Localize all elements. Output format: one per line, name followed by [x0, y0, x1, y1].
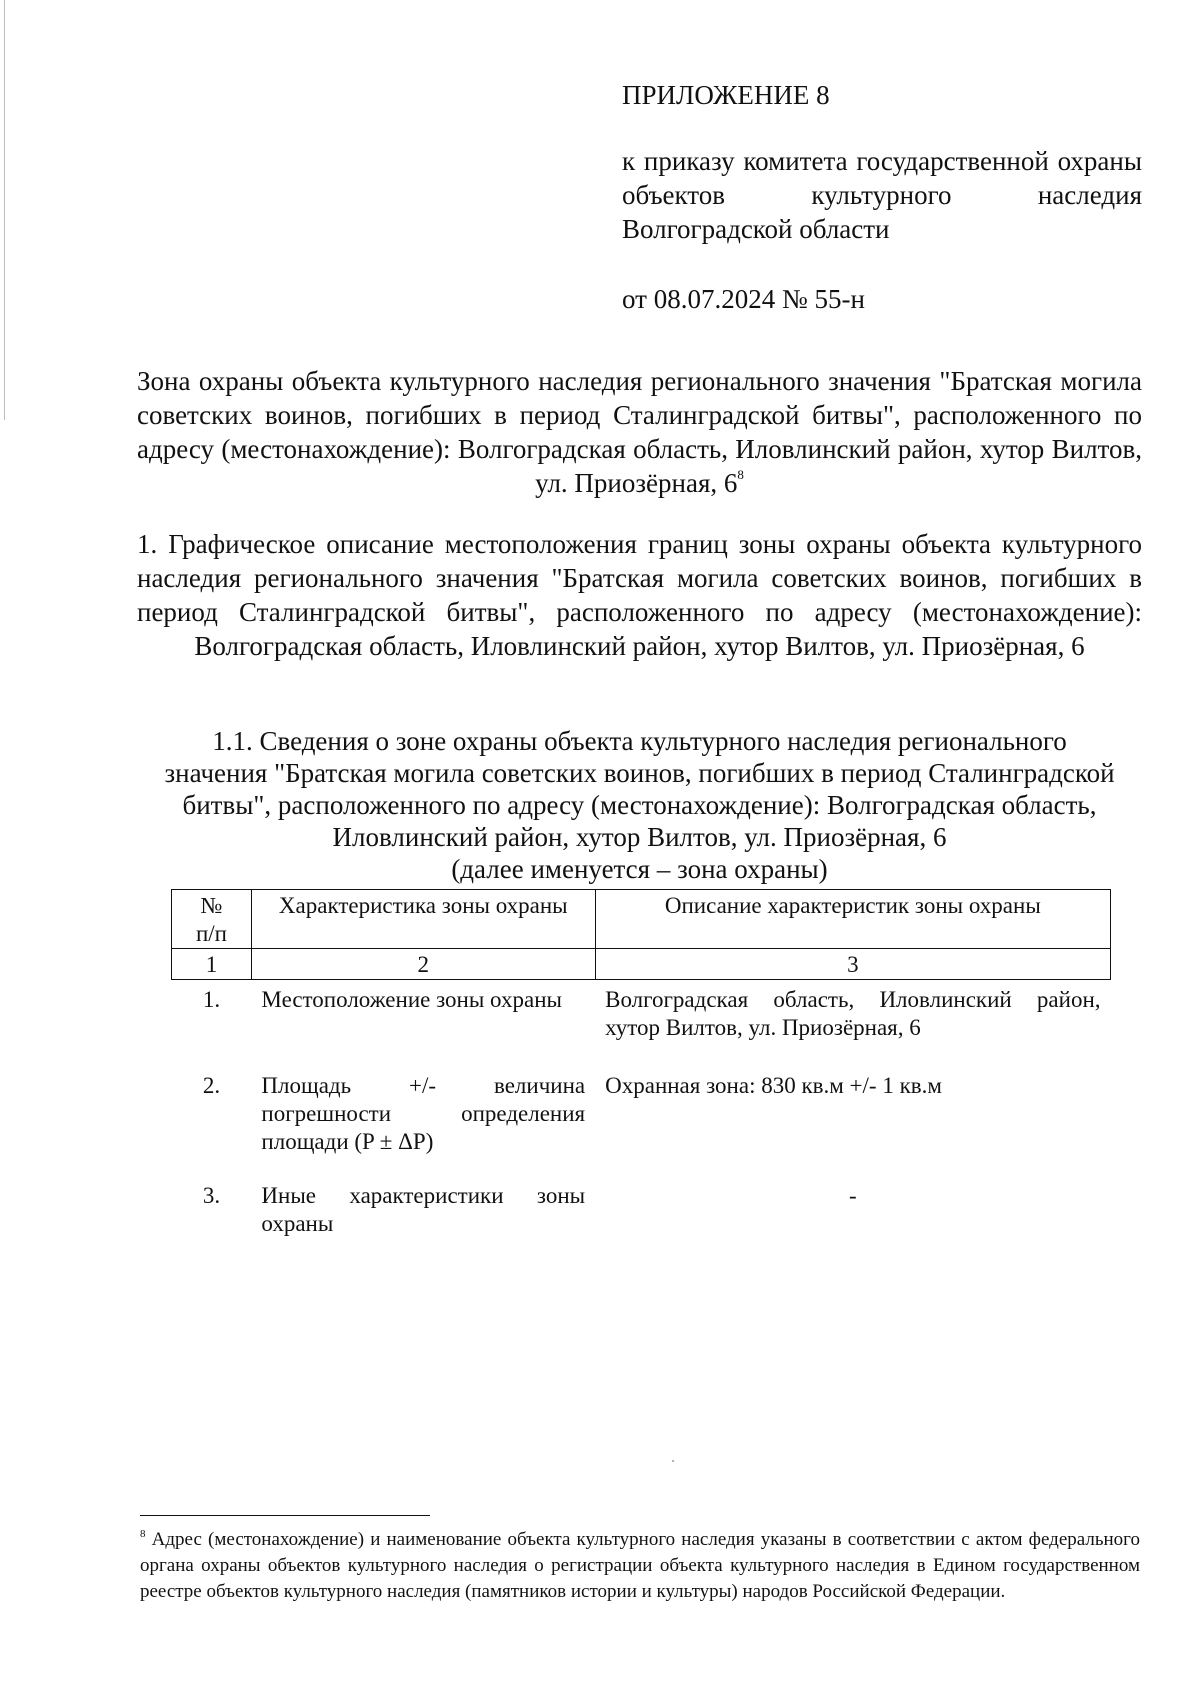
table-column-numbers-row [172, 949, 1111, 980]
row-characteristic-line: Иные характеристики зоны [261, 1183, 586, 1208]
zone-heading-text: Зона охраны объекта культурного наследия регионального значения "Братская могила советских воинов, погибших в период Сталинградской битвы", расположенного по адресу (местонахождение): Волгоградская область, Иловлинский район, хутор Вилтов, ул. Приозёрная, 6 [137, 366, 1142, 498]
row-characteristic: Местоположение зоны охраны [261, 987, 562, 1012]
footnote [140, 1527, 1140, 1605]
header-number-sign: № [200, 893, 223, 918]
footnote-separator [140, 1515, 430, 1516]
row-characteristic-line: погрешности определения [261, 1101, 586, 1126]
row-characteristic-line: охраны [261, 1211, 334, 1236]
column-number: 3 [595, 949, 1110, 980]
section-1-title: 1. Графическое описание местоположения границ зоны охраны объекта культурного наследия регионального значения "Братская могила советских воинов, погибших в период Сталинградской битвы", расположенного по адресу (местонахождение): Волгоградская область, Иловлинский район, хутор Вилтов, ул. Приозёрная, 6 [137, 529, 1142, 661]
row-characteristic-line: Площадь +/- величина [261, 1073, 586, 1098]
row-number: 3. [202, 1183, 221, 1208]
header-description: Описание характеристик зоны охраны [595, 890, 1110, 949]
column-number: 1 [172, 949, 252, 980]
table-header-row [172, 890, 1111, 949]
appendix-date: от 08.07.2024 № 55-н [622, 284, 865, 314]
subsection-line: значения "Братская могила советских воинов, погибших в период Сталинградской [164, 758, 1115, 788]
subsection-line: (далее именуется – зона охраны) [451, 854, 828, 884]
appendix-block [622, 78, 1142, 343]
zone-info-table [171, 889, 1111, 1262]
row-characteristic [251, 1066, 595, 1176]
header-number [172, 890, 252, 949]
row-characteristic [251, 1176, 595, 1262]
subsection-line: 1.1. Сведения о зоне охраны объекта культурного наследия регионального [212, 726, 1067, 756]
subsection-1-1-title [137, 725, 1142, 885]
row-number: 2. [202, 1073, 221, 1098]
column-number: 2 [251, 949, 595, 980]
row-description: - [848, 1183, 857, 1208]
footnote-text: Адрес (местонахождение) и наименование объекта культурного наследия указаны в соответствии с актом федерального органа охраны объектов культурного наследия о регистрации объекта культурного наследия в Едином государственном реестре объектов культурного наследия (памятников истории и культуры) народов Российской Федерации. [140, 1529, 1141, 1602]
table-row [172, 980, 1111, 1067]
appendix-title: ПРИЛОЖЕНИЕ 8 [622, 80, 830, 110]
row-number: 1. [202, 987, 221, 1012]
subsection-line: битвы", расположенного по адресу (местонахождение): Волгоградская область, [182, 790, 1097, 820]
scan-speck [672, 1460, 674, 1462]
row-description: Охранная зона: 830 кв.м +/- 1 кв.м [605, 1073, 942, 1098]
header-characteristic: Характеристика зоны охраны [251, 890, 595, 949]
zone-heading [137, 364, 1142, 500]
header-number-abbr: п/п [195, 921, 227, 946]
table-row [172, 1176, 1111, 1262]
footnote-reference: 8 [737, 467, 744, 482]
row-characteristic-line: площади (P ± ΔP) [261, 1129, 434, 1154]
subsection-line: Иловлинский район, хутор Вилтов, ул. Приозёрная, 6 [332, 822, 947, 852]
footnote-mark: 8 [140, 1528, 146, 1540]
appendix-order-reference: к приказу комитета государственной охраны объектов культурного наследия Волгоградской области [622, 146, 1142, 244]
row-description: Волгоградская область, Иловлинский район, хутор Вилтов, ул. Приозёрная, 6 [605, 987, 1101, 1040]
table-row [172, 1066, 1111, 1176]
scan-edge-line [4, 0, 5, 420]
